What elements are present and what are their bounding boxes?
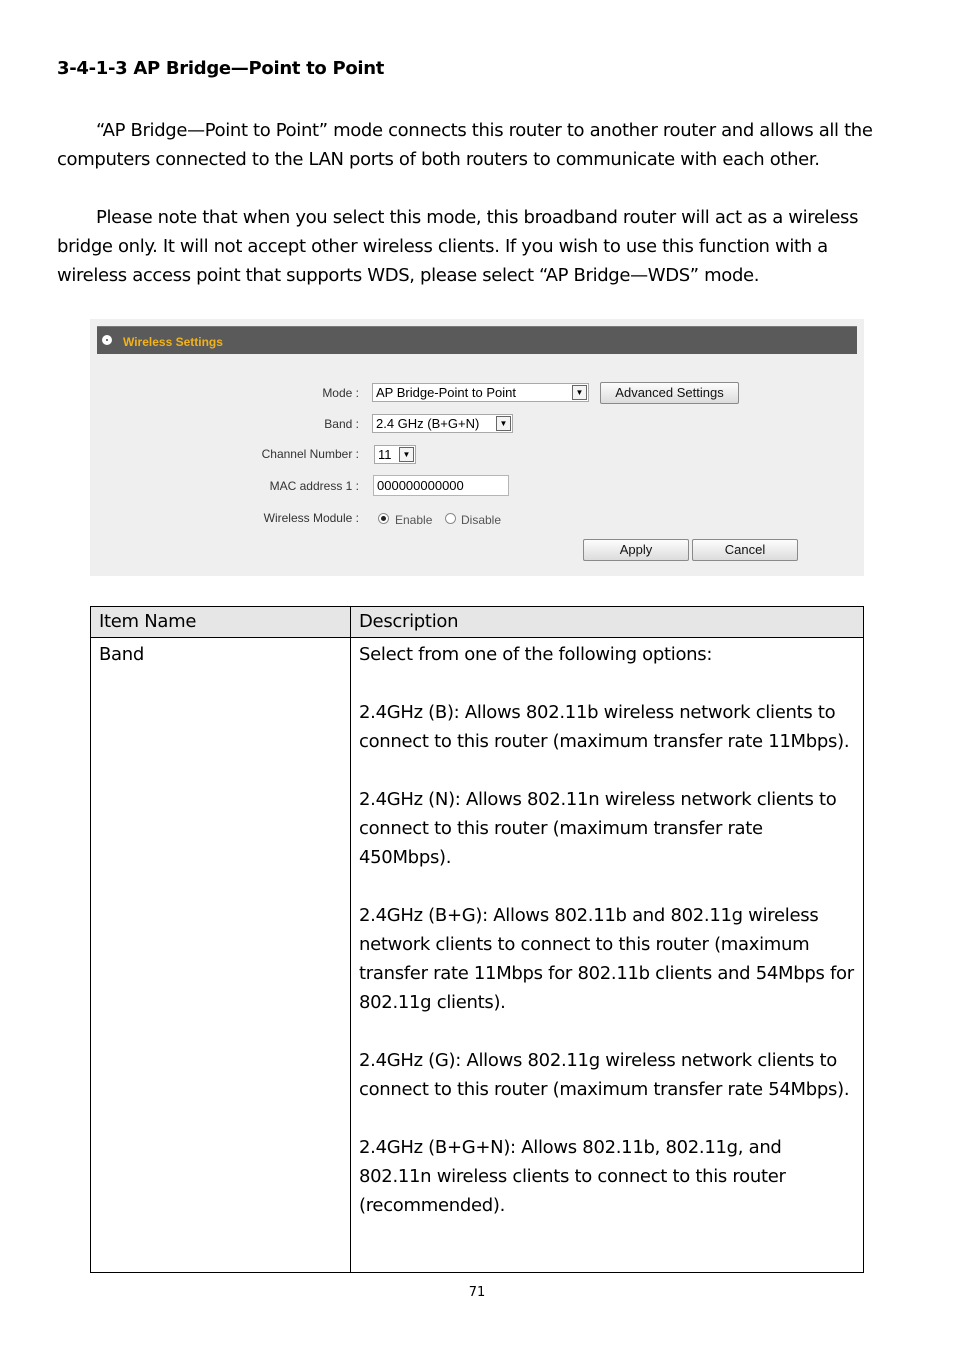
note-paragraph: Please note that when you select this mode, this broadband router will act as a wireless bridge only. It will not accept other wireless clients. If you wish to use this function with a wireless access point that supports WDS, please select “AP Bridge—WDS” mode. bbox=[57, 207, 859, 286]
item-description-table bbox=[90, 606, 864, 1273]
option-bgn: 2.4GHz (B+G+N): Allows 802.11b, 802.11g, and 802.11n wireless clients to connect to this router (recommended). bbox=[359, 1137, 786, 1216]
band-value: 2.4 GHz (B+G+N) bbox=[376, 416, 480, 431]
advanced-settings-button[interactable]: Advanced Settings bbox=[600, 382, 739, 404]
intro-paragraph: “AP Bridge—Point to Point” mode connects this router to another router and allows all the computers connected to the LAN ports of both routers to communicate with each other. bbox=[57, 120, 873, 170]
channel-number-label: Channel Number : bbox=[261, 447, 359, 461]
column-header-item-name: Item Name bbox=[91, 607, 351, 638]
enable-label: Enable bbox=[395, 513, 433, 527]
panel-title: Wireless Settings bbox=[123, 335, 223, 349]
table-header-row bbox=[91, 607, 864, 638]
channel-value: 11 bbox=[378, 447, 392, 462]
item-name-cell: Band bbox=[91, 638, 351, 1273]
mode-value: AP Bridge-Point to Point bbox=[376, 385, 516, 400]
mode-select[interactable] bbox=[372, 383, 589, 402]
apply-button[interactable]: Apply bbox=[583, 539, 689, 561]
table-row bbox=[91, 638, 864, 1273]
disable-radio[interactable] bbox=[445, 513, 456, 524]
description-intro: Select from one of the following options: bbox=[359, 644, 713, 665]
option-bg: 2.4GHz (B+G): Allows 802.11b and 802.11g wireless network clients to connect to this router (maximum transfer rate 11Mbps for 802.11b clients and 54Mbps for 802.11g clients). bbox=[359, 905, 854, 1013]
bullet-icon bbox=[102, 335, 112, 345]
panel-header bbox=[97, 326, 857, 354]
option-g: 2.4GHz (G): Allows 802.11g wireless network clients to connect to this router (maximum transfer rate 54Mbps). bbox=[359, 1050, 850, 1100]
mac-address-label: MAC address 1 : bbox=[269, 479, 359, 493]
enable-radio[interactable] bbox=[378, 513, 389, 524]
chevron-down-icon: ▼ bbox=[496, 416, 511, 431]
channel-select[interactable] bbox=[374, 445, 416, 464]
option-b: 2.4GHz (B): Allows 802.11b wireless network clients to connect to this router (maximum transfer rate 11Mbps). bbox=[359, 702, 850, 752]
wireless-module-label: Wireless Module : bbox=[263, 511, 359, 525]
chevron-down-icon: ▼ bbox=[399, 447, 414, 462]
band-label: Band : bbox=[324, 417, 359, 431]
wireless-settings-screenshot bbox=[90, 319, 864, 576]
page-number: 71 bbox=[468, 1285, 486, 1300]
section-heading: 3-4-1-3 AP Bridge—Point to Point bbox=[57, 58, 385, 79]
disable-label: Disable bbox=[461, 513, 502, 527]
chevron-down-icon: ▼ bbox=[572, 385, 587, 400]
cancel-button[interactable]: Cancel bbox=[692, 539, 798, 561]
mac-address-input[interactable]: 000000000000 bbox=[373, 475, 509, 496]
option-n: 2.4GHz (N): Allows 802.11n wireless network clients to connect to this router (maximum transfer rate 450Mbps). bbox=[359, 789, 837, 868]
column-header-description: Description bbox=[351, 607, 864, 638]
mode-label: Mode : bbox=[322, 386, 359, 400]
description-cell bbox=[351, 638, 864, 1273]
band-select[interactable] bbox=[372, 414, 513, 433]
